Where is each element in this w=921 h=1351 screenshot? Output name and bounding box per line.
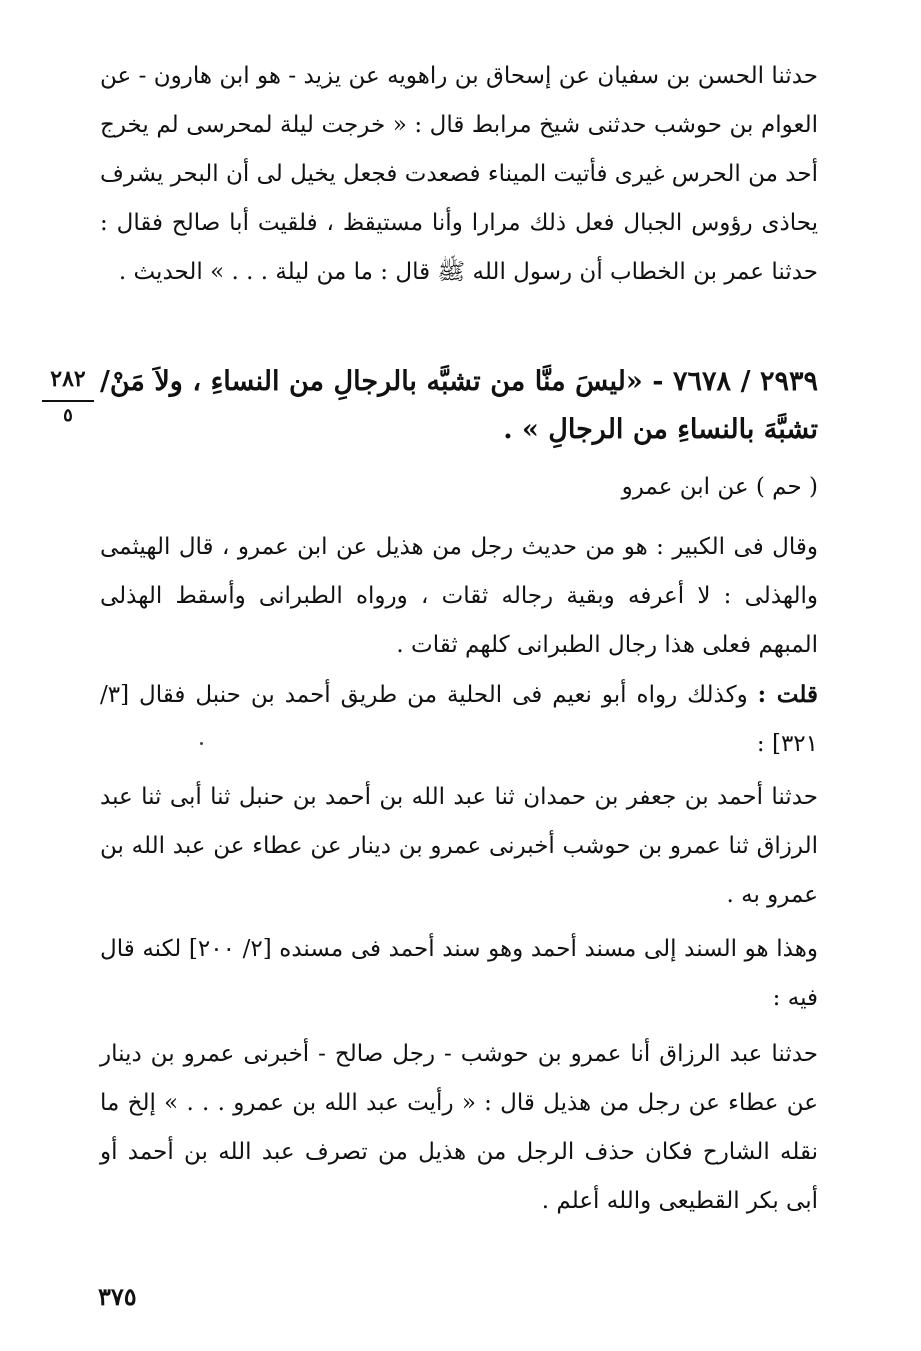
margin-reference-bottom: ٥ (63, 405, 73, 426)
paragraph-isnad-narration (100, 52, 818, 297)
paragraph-musnad-note (100, 925, 818, 1023)
print-speck (200, 742, 203, 745)
paragraph-qultu (100, 670, 818, 769)
paragraph-text: وهذا هو السند إلى مسند أحمد وهو سند أحمد فى مسنده [٢/ ٢٠٠] لكنه قال فيه : (100, 936, 818, 1011)
paragraph-text: وقال فى الكبير : هو من حديث رجل من هذيل عن ابن عمرو ، قال الهيثمى والهذلى : لا أعرفه وبقية رجاله ثقات ، ورواه الطبرانى وأسقط الهذلى المبهم فعلى هذا رجال الطبرانى كلهم ثقات . (100, 534, 818, 658)
margin-reference (42, 360, 94, 430)
paragraph-commentary (100, 523, 818, 670)
hadith-source (100, 463, 818, 512)
page-number: ٣٧٥ (98, 1282, 137, 1311)
qultu-label: قلت : (757, 681, 818, 708)
paragraph-text: حدثنا عبد الرزاق أنا عمرو بن حوشب - رجل صالح - أخبرنى عمرو بن دينار عن عطاء عن رجل من هذيل قال : « رأيت عبد الله بن عمرو . . . » إلخ ما نقله الشارح فكان حذف الرجل من هذيل من تصرف عبد الله بن أحمد أو أبى بكر القطيعى والله أعلم . (100, 1041, 818, 1214)
hadith-text: ٢٩٣٩ / ٧٦٧٨ - «ليسَ منَّا من تشبَّه بالرجالِ من النساءِ ، ولاَ مَنْ/ تشبَّهَ بالنساءِ من الرجالِ » . (100, 366, 818, 445)
paragraph-text: حدثنا أحمد بن جعفر بن حمدان ثنا عبد الله بن أحمد بن حنبل ثنا أبى ثنا عبد الرزاق ثنا عمرو بن حوشب أخبرنى عمرو بن دينار عن عطاء عن عبد الله بن عمرو به . (100, 784, 818, 908)
source-text: ( حم ) عن ابن عمرو (621, 474, 818, 500)
margin-reference-top: ٢٨٢ (42, 360, 94, 402)
qultu-text: وكذلك رواه أبو نعيم فى الحلية من طريق أحمد بن حنبل فقال [٣/ ٣٢١] : (100, 682, 818, 757)
paragraph-text (100, 670, 818, 769)
paragraph-text: حدثنا الحسن بن سفيان عن إسحاق بن راهويه عن يزيد - هو ابن هارون - عن العوام بن حوشب حدثنى شيخ مرابط قال : « خرجت ليلة لمحرسى لم يخرج أحد من الحرس غيرى فأتيت الميناء فصعدت فجعل يخيل لى أن البحر يشرف يحاذى رؤوس الجبال فعل ذلك مرارا وأنا مستيقظ ، فلقيت أبا صالح فقال : حدثنا عمر بن الخطاب أن رسول الله ﷺ قال : ما من ليلة . . . » الحديث . (100, 63, 818, 285)
hadith-heading (100, 358, 818, 454)
paragraph-abu-nuaym-chain (100, 773, 818, 920)
paragraph-musnad-chain (100, 1030, 818, 1226)
